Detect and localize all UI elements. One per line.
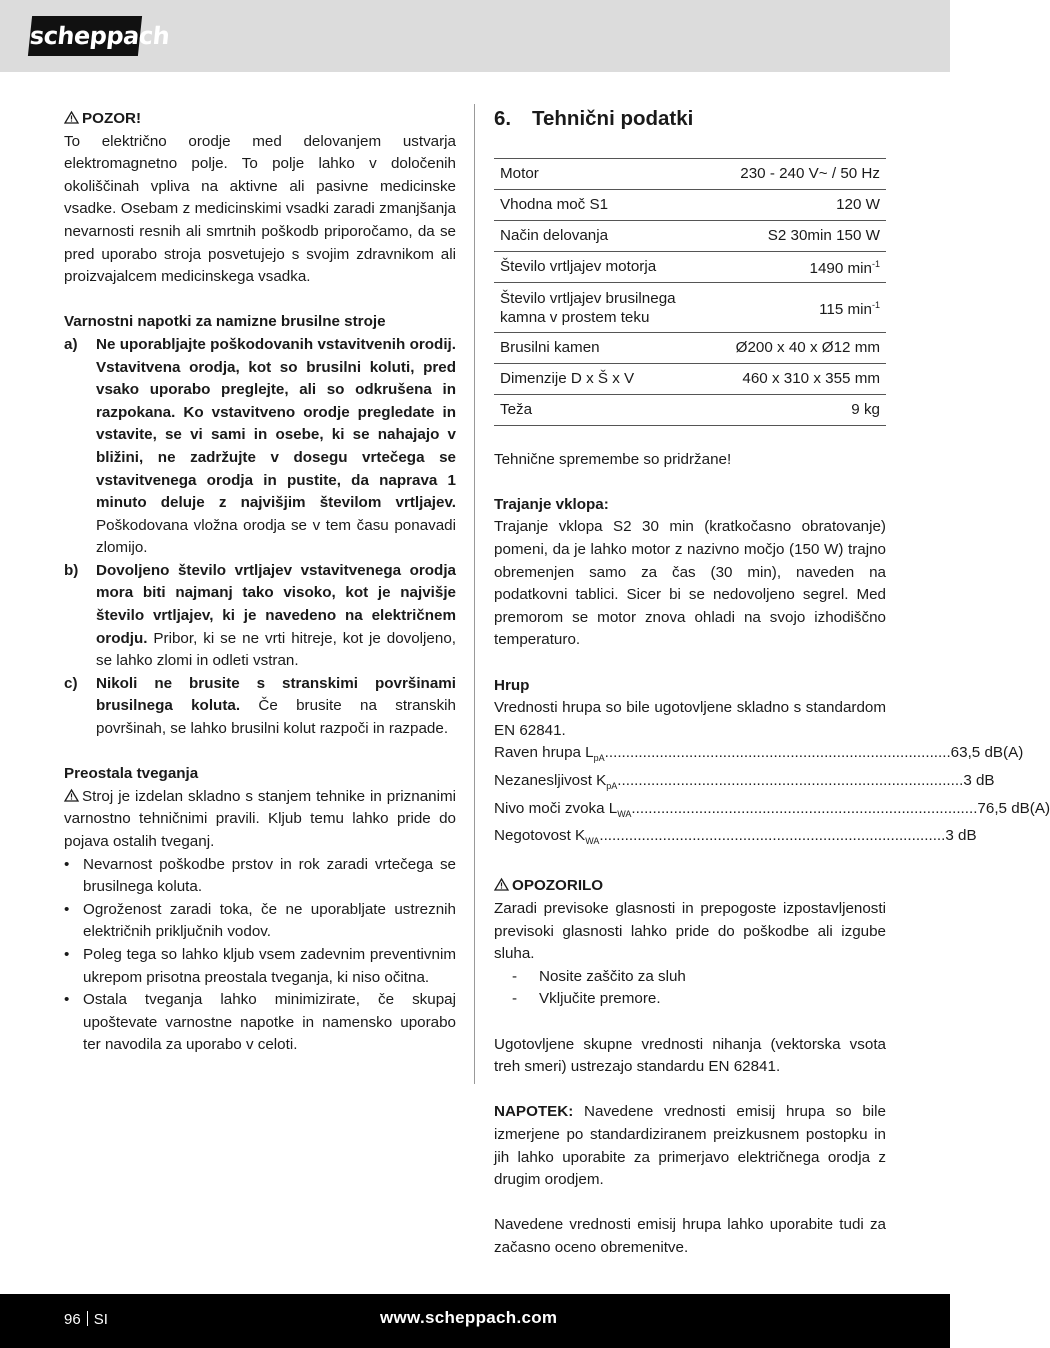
bullet-item: • Nevarnost poškodbe prstov in rok zaradi vrtečega se brusilnega koluta. <box>64 854 456 899</box>
spec-value: Ø200 x 40 x Ø12 mm <box>730 333 886 364</box>
right-column <box>494 107 1050 1260</box>
list-item <box>64 673 456 741</box>
spec-value: 230 - 240 V~ / 50 Hz <box>730 159 886 190</box>
spec-value: 9 kg <box>730 395 886 426</box>
warning-triangle-icon <box>64 789 79 802</box>
spec-value-text: 1490 min <box>809 260 872 278</box>
safety-heading: Varnostni napotki za namizne brusilne stroje <box>64 313 386 331</box>
list-item: - Nosite zaščito za sluh <box>494 966 886 989</box>
list-item: - Vključite premore. <box>494 988 886 1011</box>
warning-triangle-icon <box>64 111 79 124</box>
measurement-sub: pA <box>606 780 618 791</box>
pozor-heading <box>64 108 456 131</box>
table-row <box>494 395 886 426</box>
measurement-row: Nezanesljivost $K_{pA}$ .................................................................................. 3 dB <box>494 770 886 798</box>
brand-logo: scheppach <box>28 16 142 56</box>
warning-title: OPOZORILO <box>512 877 604 895</box>
noise-text: Vrednosti hrupa so bile ugotovljene skladno s standardom EN 62841. <box>494 699 886 739</box>
website-link[interactable]: www.scheppach.com <box>380 1308 558 1327</box>
page-num: 96 <box>64 1311 81 1328</box>
measurement-row: Raven hrupa $L_{pA}$ .................................................................................. 63,5 dB(A) <box>494 742 886 770</box>
table-row <box>494 364 886 395</box>
note-paragraph <box>494 1101 886 1191</box>
list-text: Poškodovana vložna orodja se v tem času ponavadi zlomijo. <box>96 516 456 557</box>
spec-value: 120 W <box>730 190 886 221</box>
warning-text: Zaradi previsoke glasnosti in prepogoste izpostavljenosti previsoki glasnosti lahko pride do poškodbe ali izgube sluha. <box>494 900 886 963</box>
measurement-label: Negotovost K <box>494 827 586 845</box>
list-text: Če brusite na stranskih površinah, se lahko brusilni kolut razpoči in razpade. <box>96 697 456 738</box>
measurement-value: 3 dB <box>963 771 995 789</box>
measurement-value: 63,5 dB(A) <box>950 744 1024 762</box>
bullet-text: Ogroženost zaradi toka, če ne uporabljate ustreznih električnih priključnih vodov. <box>83 900 456 941</box>
list-bold-text: Nikoli ne brusite s stranskimi površinami brusilnega koluta. <box>96 674 456 715</box>
spec-value <box>730 283 886 333</box>
measurement-value: 76,5 dB(A) <box>977 799 1050 817</box>
list-item <box>64 560 456 673</box>
measurement-label: Nivo moči zvoka L <box>494 799 618 817</box>
spec-value: S2 30min 150 W <box>730 221 886 252</box>
list-text: Pribor, ki se ne vrti hitreje, kot je dovoljeno, se lahko zlomi in odleti vstran. <box>96 629 456 670</box>
duty-heading: Trajanje vklopa: <box>494 495 609 513</box>
spec-key: Število vrtljajev brusilnega kamna v prostem teku <box>494 283 730 333</box>
bullet-text: Nevarnost poškodbe prstov in rok zaradi vrtečega se brusilnega koluta. <box>83 855 456 896</box>
spec-sup: -1 <box>871 299 880 310</box>
list-bold-text: Ne uporabljajte poškodovanih vstavitvenih orodij. Vstavitvena orodja, kot so brusilni koluti, pred vsako uporabo preglejte, ali so odkrušena in razpokana. Ko vstavitveno orodje pregledate in vstavite, se vi sami in osebe, ki se nahajajo v bližini, ne zadržujte v dosegu vrtečega se vstavitvenega orodja in pustite, da naprava 1 minuto deluje z najvišjim številom vrtljajev. <box>96 335 456 512</box>
bullet-text: Ostala tveganja lahko minimizirate, če skupaj upoštevate varnostne napotke in namensko uporabo ter navodila za uporabo v celoti. <box>83 991 456 1054</box>
spec-value-text: 115 min <box>819 301 872 319</box>
measurement-row: Negotovost $K_{WA}$ .................................................................................. 3 dB <box>494 825 886 853</box>
list-label: c) <box>64 674 78 692</box>
bullet-item: • Ostala tveganja lahko minimizirate, če skupaj upoštevate varnostne napotke in namensko uporabo ter navodila za uporabo v celoti. <box>64 989 456 1057</box>
measurement-label: Raven hrupa L <box>494 744 594 762</box>
spec-sup: -1 <box>871 259 880 270</box>
risk-heading: Preostala tveganja <box>64 765 199 783</box>
table-row <box>494 252 886 283</box>
measurement-label: Nezanesljivost K <box>494 771 607 789</box>
pozor-text: To električno orodje med delovanjem ustvarja elektromagnetno polje. To polje lahko v določenih okoliščinah vpliva na aktivne ali pasivne medicinske vsadke. Osebam z medicinskimi vsadki zaradi zmanjšanja nevarnosti resnih ali smrtnih poškodb priporočamo, da se pred uporabo stroja posvetujejo s svojim zdravnikom ali proizvajalcem medicinskega vsadka. <box>64 132 456 286</box>
table-row <box>494 221 886 252</box>
spec-table <box>494 158 886 426</box>
list-item <box>64 334 456 560</box>
pozor-title: POZOR! <box>82 110 142 127</box>
list-text: Nosite zaščito za sluh <box>539 967 686 985</box>
spec-key: Motor <box>494 159 730 190</box>
spec-key: Dimenzije D x Š x V <box>494 364 730 395</box>
spec-key: Način delovanja <box>494 221 730 252</box>
duty-text: Trajanje vklopa S2 30 min (kratkočasno obratovanje) pomeni, da je lahko motor z nazivno močjo (150 W) trajno obremenjen samo za čas (30 min), naveden na podatkovni tablici. Sicer bi se nedovoljeno segrel. Med premorom se motor znova ohladi na svojo izhodiščno temperaturo. <box>494 518 886 649</box>
section-number: 6. <box>494 107 512 130</box>
bullet-item: • Poleg tega so lahko kljub vsem zadevnim preventivnim ukrepom prisotna preostala tveganja, ki niso očitna. <box>64 944 456 989</box>
risk-intro-text: Stroj je izdelan skladno s stanjem tehnike in priznanimi varnostno tehničnimi pravili. Kljub temu lahko pride do pojava ostalih tveganj. <box>64 787 456 850</box>
measurement-sub: WA <box>617 808 632 819</box>
list-bold-text: Dovoljeno število vrtljajev vstavitvenega orodja mora biti najmanj tako visoko, kot je najvišje število vrtljajev, ki je navedeno na električnem orodju. <box>96 561 456 647</box>
spec-key: Vhodna moč S1 <box>494 190 730 221</box>
measurement-sub: pA <box>593 753 605 764</box>
list-text: Vključite premore. <box>539 990 661 1008</box>
final-text: Navedene vrednosti emisij hrupa lahko uporabite tudi za začasno oceno obremenitve. <box>494 1216 886 1256</box>
page-number <box>64 1311 108 1328</box>
risk-intro <box>64 786 456 854</box>
list-label: b) <box>64 561 79 579</box>
table-row <box>494 159 886 190</box>
measurement-value: 3 dB <box>945 827 977 845</box>
table-row <box>494 190 886 221</box>
vibration-text: Ugotovljene skupne vrednosti nihanja (vektorska vsota treh smeri) ustrezajo standardu EN 62841. <box>494 1035 886 1076</box>
language-code: SI <box>93 1311 108 1328</box>
note-text: Navedene vrednosti emisij hrupa so bile izmerjene po standardiziranem preizkusnem postopku in jih lahko uporabite za primerjavo električnega orodja z drugim orodjem. <box>494 1103 886 1189</box>
bullet-text: Poleg tega so lahko kljub vsem zadevnim preventivnim ukrepom prisotna preostala tveganja, ki niso očitna. <box>83 945 456 986</box>
table-row <box>494 283 886 333</box>
list-label: a) <box>64 335 78 353</box>
column-divider <box>474 104 475 1084</box>
spec-value <box>730 252 886 283</box>
warning-triangle-icon <box>494 878 509 891</box>
noise-heading: Hrup <box>494 676 530 694</box>
bullet-item: • Ogroženost zaradi toka, če ne uporabljate ustreznih električnih priključnih vodov. <box>64 899 456 944</box>
measurement-row: Nivo moči zvoka $L_{WA}$ .................................................................................. 76,5 dB(A) <box>494 798 886 826</box>
spec-value: 460 x 310 x 355 mm <box>730 364 886 395</box>
left-column <box>64 108 456 1057</box>
spec-key: Brusilni kamen <box>494 333 730 364</box>
section-heading <box>494 106 886 132</box>
table-row <box>494 333 886 364</box>
header-bar <box>0 0 950 72</box>
footer-bar <box>0 1294 950 1348</box>
warning-heading <box>494 875 886 898</box>
note-label: NAPOTEK: <box>494 1103 574 1121</box>
spec-key: Število vrtljajev motorja <box>494 252 730 283</box>
section-title: Tehnični podatki <box>532 107 694 130</box>
changes-note: Tehnične spremembe so pridržane! <box>494 450 732 468</box>
measurement-sub: WA <box>585 836 600 847</box>
spec-key: Teža <box>494 395 730 426</box>
